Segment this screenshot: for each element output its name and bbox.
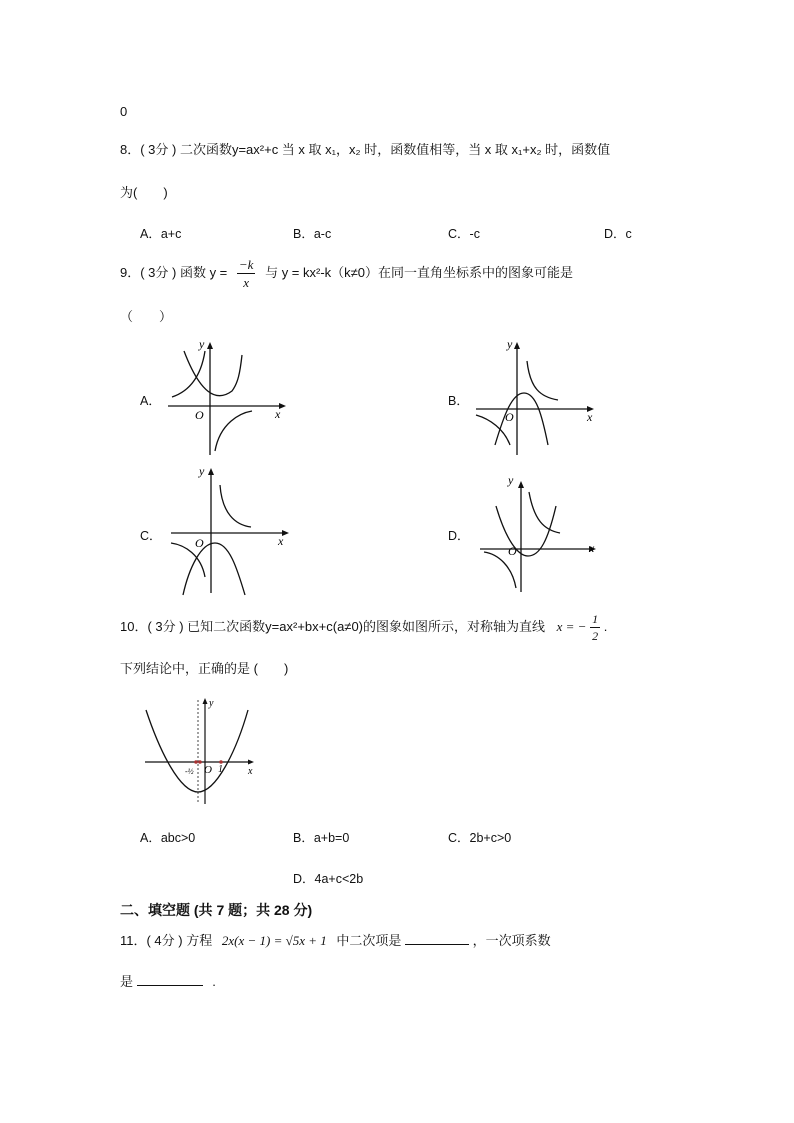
q10-fraction	[590, 613, 600, 642]
q9-graph-d	[474, 470, 604, 595]
q10-eq-end: .	[603, 619, 608, 634]
q9c-origin-label: O	[195, 536, 204, 550]
q10-option-d[interactable]: D．4a+c<2b	[293, 872, 364, 886]
q10-stem-line2: 下列结论中，正确的是 ( )	[120, 661, 289, 676]
q10-option-a[interactable]: A．abc>0	[140, 831, 196, 845]
top-fragment: 0	[120, 104, 128, 119]
q9d-x-label: x	[589, 541, 595, 555]
q9-stem	[120, 256, 573, 290]
q10-stem-prefix: 10．( 3分 ) 已知二次函数y=ax²+bx+c(a≠0)的图象如图所示，对称轴为直线	[120, 619, 546, 634]
q9b-y-label: y	[507, 337, 513, 351]
q9a-origin-label: O	[195, 408, 204, 422]
q10-fraction-numerator: 1	[592, 612, 599, 627]
q8-option-a[interactable]: A．a+c	[140, 227, 182, 241]
q10-option-b[interactable]: B．a+b=0	[293, 831, 350, 845]
q8-option-c[interactable]: C．-c	[448, 227, 480, 241]
q9b-origin-label: O	[505, 410, 514, 424]
q11-mid: 中二次项是	[336, 933, 402, 948]
q11-line2-end: .	[212, 974, 216, 989]
q9-fraction-denominator: x	[243, 275, 250, 291]
q10-y-label: y	[209, 698, 214, 709]
q9b-x-label: x	[587, 410, 593, 424]
q9d-origin-label: O	[508, 544, 517, 558]
q10-option-c[interactable]: C．2b+c>0	[448, 831, 512, 845]
q11-blank-1[interactable]	[405, 932, 469, 945]
q9-graph-a	[160, 333, 290, 458]
q8-stem-tail: 为( )	[120, 185, 168, 200]
q8-option-d[interactable]: D．c	[604, 227, 632, 241]
q10-stem	[120, 610, 607, 644]
q9-option-b[interactable]: B．	[448, 394, 469, 408]
q11-stem	[120, 930, 551, 949]
q10-one-label: 1	[218, 764, 223, 775]
q9c-x-label: x	[278, 534, 284, 548]
q11-blank-2[interactable]	[137, 973, 203, 986]
q9-stem-suffix: 与 y = kx²-k（k≠0）在同一直角坐标系中的图象可能是	[265, 265, 574, 280]
q10-half-label: -½	[185, 767, 194, 776]
q9d-y-label: y	[508, 473, 514, 487]
q9-fraction	[237, 258, 256, 289]
q10-fraction-denominator: 2	[592, 629, 599, 644]
q9-option-a[interactable]: A．	[140, 394, 161, 408]
q9a-x-label: x	[275, 407, 281, 421]
q8-stem: 8．( 3分 ) 二次函数y=ax²+c 当 x 取 x₁，x₂ 时，函数值相等，当 x 取 x₁+x₂ 时，函数值	[120, 142, 611, 157]
q9-fraction-numerator: −k	[238, 257, 254, 273]
q9-option-d[interactable]: D．	[448, 529, 470, 543]
q9a-y-label: y	[199, 337, 205, 351]
q11-after: ，一次项系数	[472, 933, 551, 948]
section-heading-fill-in: 二、填空题 (共 7 题；共 28 分)	[120, 902, 313, 918]
q11-line2-prefix: 是	[120, 974, 134, 989]
q9-graph-c	[165, 463, 295, 598]
q10-axis-eq: x = −	[556, 619, 587, 634]
q10-origin-label: O	[204, 764, 212, 776]
q11-equation: 2x(x − 1) = √5x + 1	[221, 933, 327, 948]
q10-parabola-graph	[140, 692, 260, 807]
q9-graph-b	[470, 333, 600, 458]
q8-option-b[interactable]: B．a-c	[293, 227, 332, 241]
q9-option-c[interactable]: C．	[140, 529, 162, 543]
q9c-y-label: y	[199, 464, 205, 478]
q9-stem-prefix: 9．( 3分 ) 函数 y =	[120, 265, 228, 280]
q11-line2	[120, 971, 216, 990]
q11-prefix: 11．( 4分 ) 方程	[120, 933, 213, 948]
q10-x-label: x	[248, 766, 253, 777]
q9-answer-paren: （ ）	[120, 309, 173, 324]
